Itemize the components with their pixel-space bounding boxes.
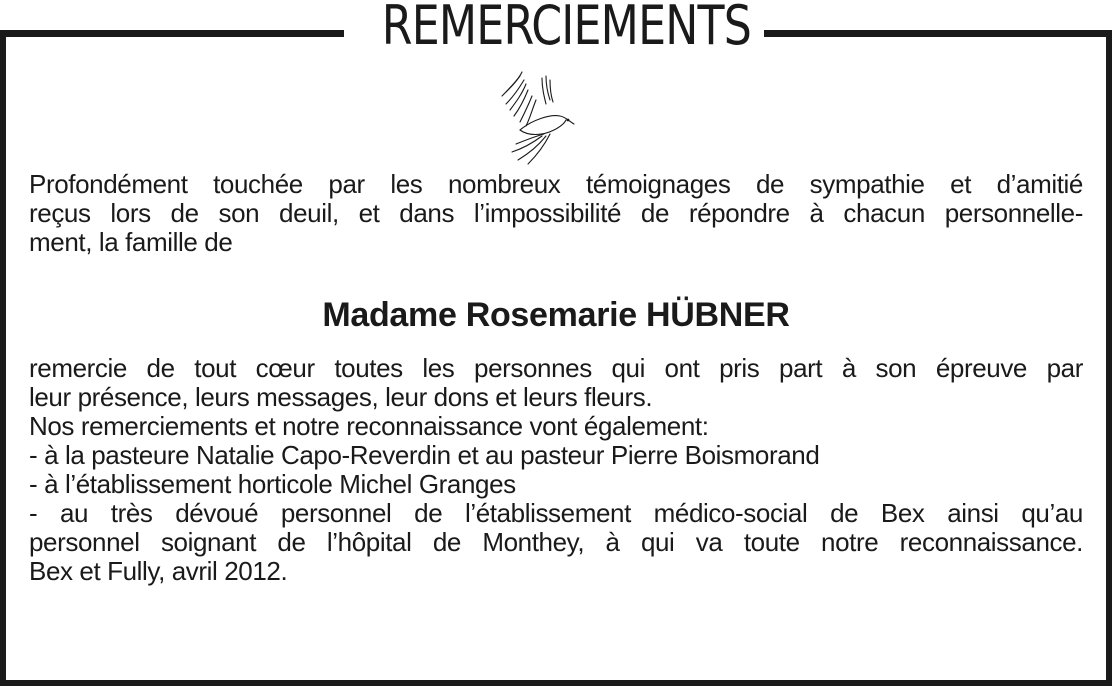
body-line: leur présence, leurs messages, leur dons et leurs fleurs. <box>29 383 653 412</box>
body-line: remercie de tout cœur toutes les personnes qui ont pris part à son épreuve par <box>29 354 1083 383</box>
body-line: personnel soignant de l’hôpital de Monthey, à qui va toute notre reconnaissance. <box>29 528 1083 557</box>
intro-line: Profondément touchée par les nombreux témoignages de sympathie et d’amitié <box>29 170 1083 199</box>
body-line: Nos remerciements et notre reconnaissance vont également: <box>29 412 709 441</box>
intro-paragraph <box>29 170 1083 257</box>
body-paragraph <box>29 354 1083 586</box>
notice-heading: REMERCIEMENTS <box>381 0 752 57</box>
top-rule-left <box>0 30 344 37</box>
body-line: - au très dévoué personnel de l’établissement médico-social de Bex ainsi qu’au <box>29 499 1083 528</box>
intro-line: ment, la famille de <box>29 228 233 257</box>
top-rule-right <box>764 30 1112 37</box>
body-line: - à la pasteure Natalie Capo-Reverdin et au pasteur Pierre Boismorand <box>29 441 820 470</box>
dove-icon <box>498 70 578 166</box>
body-line: - à l’établissement horticole Michel Granges <box>29 470 516 499</box>
body-line: Bex et Fully, avril 2012. <box>29 557 288 586</box>
intro-line: reçus lors de son deuil, et dans l’impossibilité de répondre à chacun personnelle- <box>29 199 1083 228</box>
deceased-name: Madame Rosemarie HÜBNER <box>322 296 790 334</box>
